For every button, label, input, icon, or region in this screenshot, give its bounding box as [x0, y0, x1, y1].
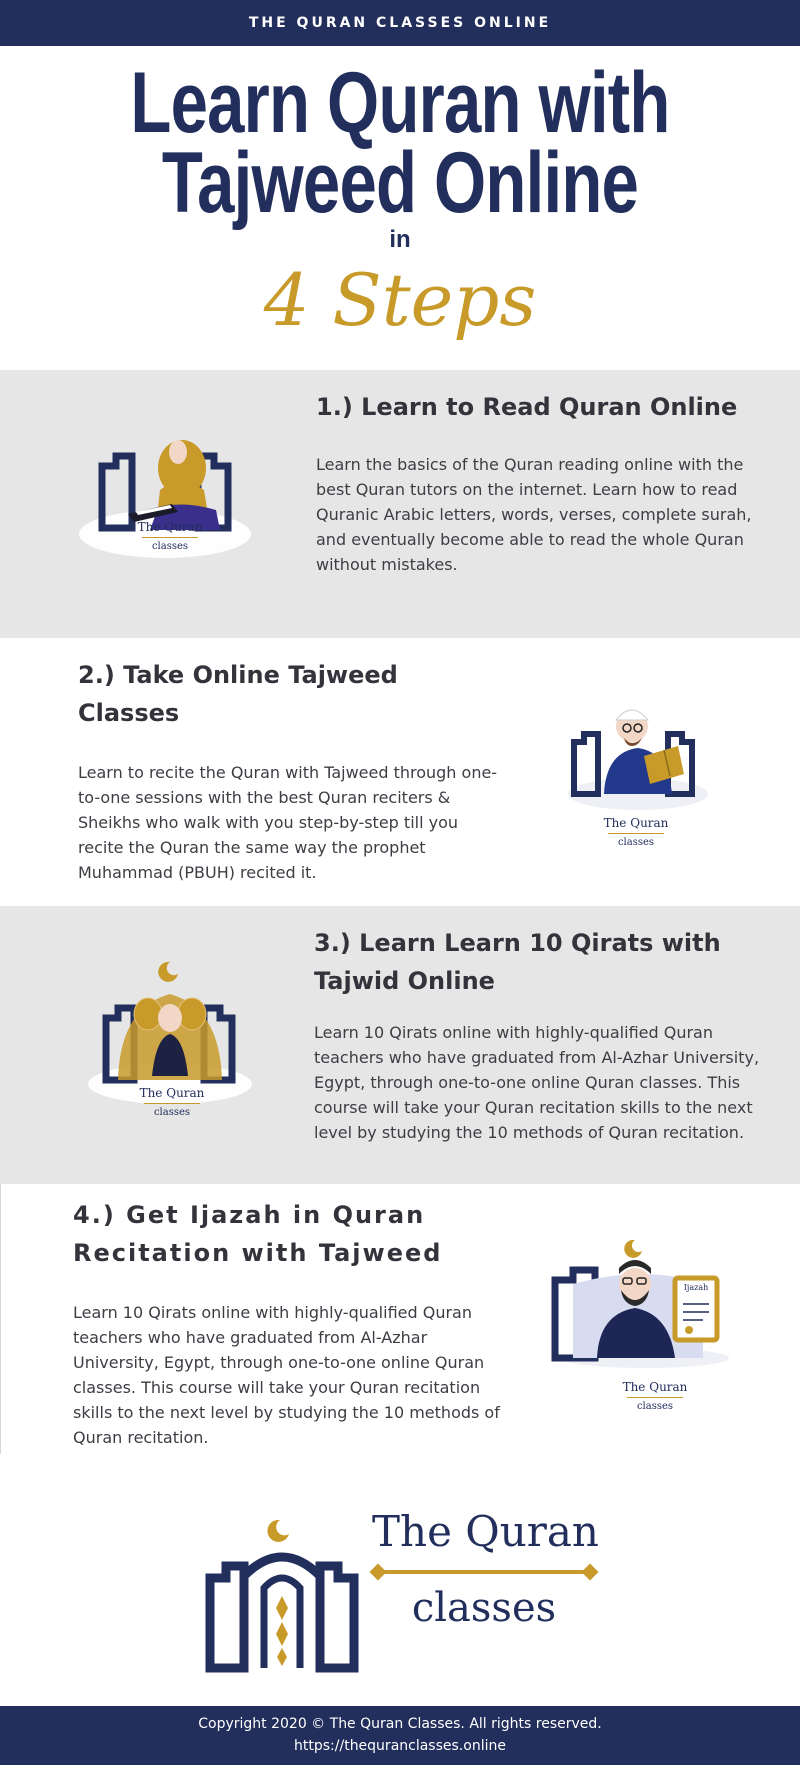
step-4-badge-line2: classes [636, 1401, 674, 1412]
sheikh-reading-illustration [560, 690, 720, 824]
badge-rule [608, 833, 664, 834]
step-4-badge [605, 1380, 705, 1413]
logo-gold-rule [378, 1570, 590, 1574]
logo-rule-diamond-right [582, 1564, 599, 1581]
hero-title-line2: Tajweed Online [161, 135, 639, 231]
ijazah-man-illustration [551, 1232, 741, 1376]
certificate-label: Ijazah [683, 1283, 709, 1292]
step-2-body: Learn to recite the Quran with Tajweed through one-to-one sessions with the best Quran reciters & Sheikhs who walk with you step-by-step till you recite the Quran the same way the prophet Muhammad (PBUH) recited it. [78, 763, 498, 882]
logo-wordmark-line2: classes [411, 1585, 557, 1631]
footer-url[interactable]: https://thequranclasses.online [294, 1738, 506, 1754]
logo-rule-diamond-left [370, 1564, 387, 1581]
top-banner [0, 0, 800, 46]
hero-steps-script: 4 Steps [263, 258, 537, 342]
step-1-section [0, 370, 800, 638]
step-4-badge-line1: The Quran [622, 1380, 688, 1394]
hero-in-text: in [389, 226, 411, 253]
step-4-body: Learn 10 Qirats online with highly-qualified Quran teachers who have graduated from Al-Azhar University, Egypt, through one-to-one online Quran classes. This course will take your Quran recitation skills to the next level by studying the 10 methods of Quran recitation. [73, 1303, 500, 1447]
step-3-badge [122, 1086, 222, 1119]
brand-logo-area [0, 1454, 800, 1706]
footer-copyright: Copyright 2020 © The Quran Classes. All rights reserved. [198, 1716, 602, 1732]
step-2-badge-line2: classes [617, 837, 655, 848]
step-4-title: 4.) Get Ijazah in Quran Recitation with Tajweed [73, 1201, 443, 1267]
mosque-arch-logo-icon [202, 1516, 362, 1680]
badge-rule [144, 1103, 200, 1104]
badge-rule [142, 537, 198, 538]
step-2-title: 2.) Take Online Tajweed Classes [78, 661, 398, 727]
step-1-title: 1.) Learn to Read Quran Online [316, 393, 738, 421]
step-3-badge-line2: classes [153, 1107, 191, 1118]
brand-banner-text: THE QURAN CLASSES ONLINE [248, 15, 552, 31]
hero [0, 46, 800, 370]
step-1-badge [120, 520, 220, 553]
reading-woman-illustration [70, 408, 260, 582]
logo-wordmark-line1: The Quran [372, 1507, 599, 1556]
step-2-badge-line1: The Quran [603, 816, 669, 830]
step-3-title: 3.) Learn Learn 10 Qirats with Tajwid Online [314, 929, 721, 995]
step-2-section [0, 638, 800, 906]
step-1-badge-line2: classes [151, 541, 189, 552]
footer [0, 1706, 800, 1765]
step-2-badge [586, 816, 686, 849]
badge-rule [627, 1397, 683, 1398]
step-1-badge-line1: The Quran [137, 520, 203, 534]
step-4-section [0, 1184, 800, 1454]
step-3-body: Learn 10 Qirats online with highly-qualified Quran teachers who have graduated from Al-Azhar University, Egypt, through one-to-one online Quran classes. This course will take your Quran recitation skills to the next level by studying the 10 methods of Quran recitation. [314, 1023, 760, 1142]
step-1-body: Learn the basics of the Quran reading online with the best Quran tutors on the internet. Learn how to read Quranic Arabic letters, words, verses, complete surah, and eventually become able to read the whole Quran without mistakes. [316, 455, 752, 574]
step-3-badge-line1: The Quran [139, 1086, 205, 1100]
hero-title-line1: Learn Quran with [130, 55, 670, 151]
step-3-section [0, 906, 800, 1184]
